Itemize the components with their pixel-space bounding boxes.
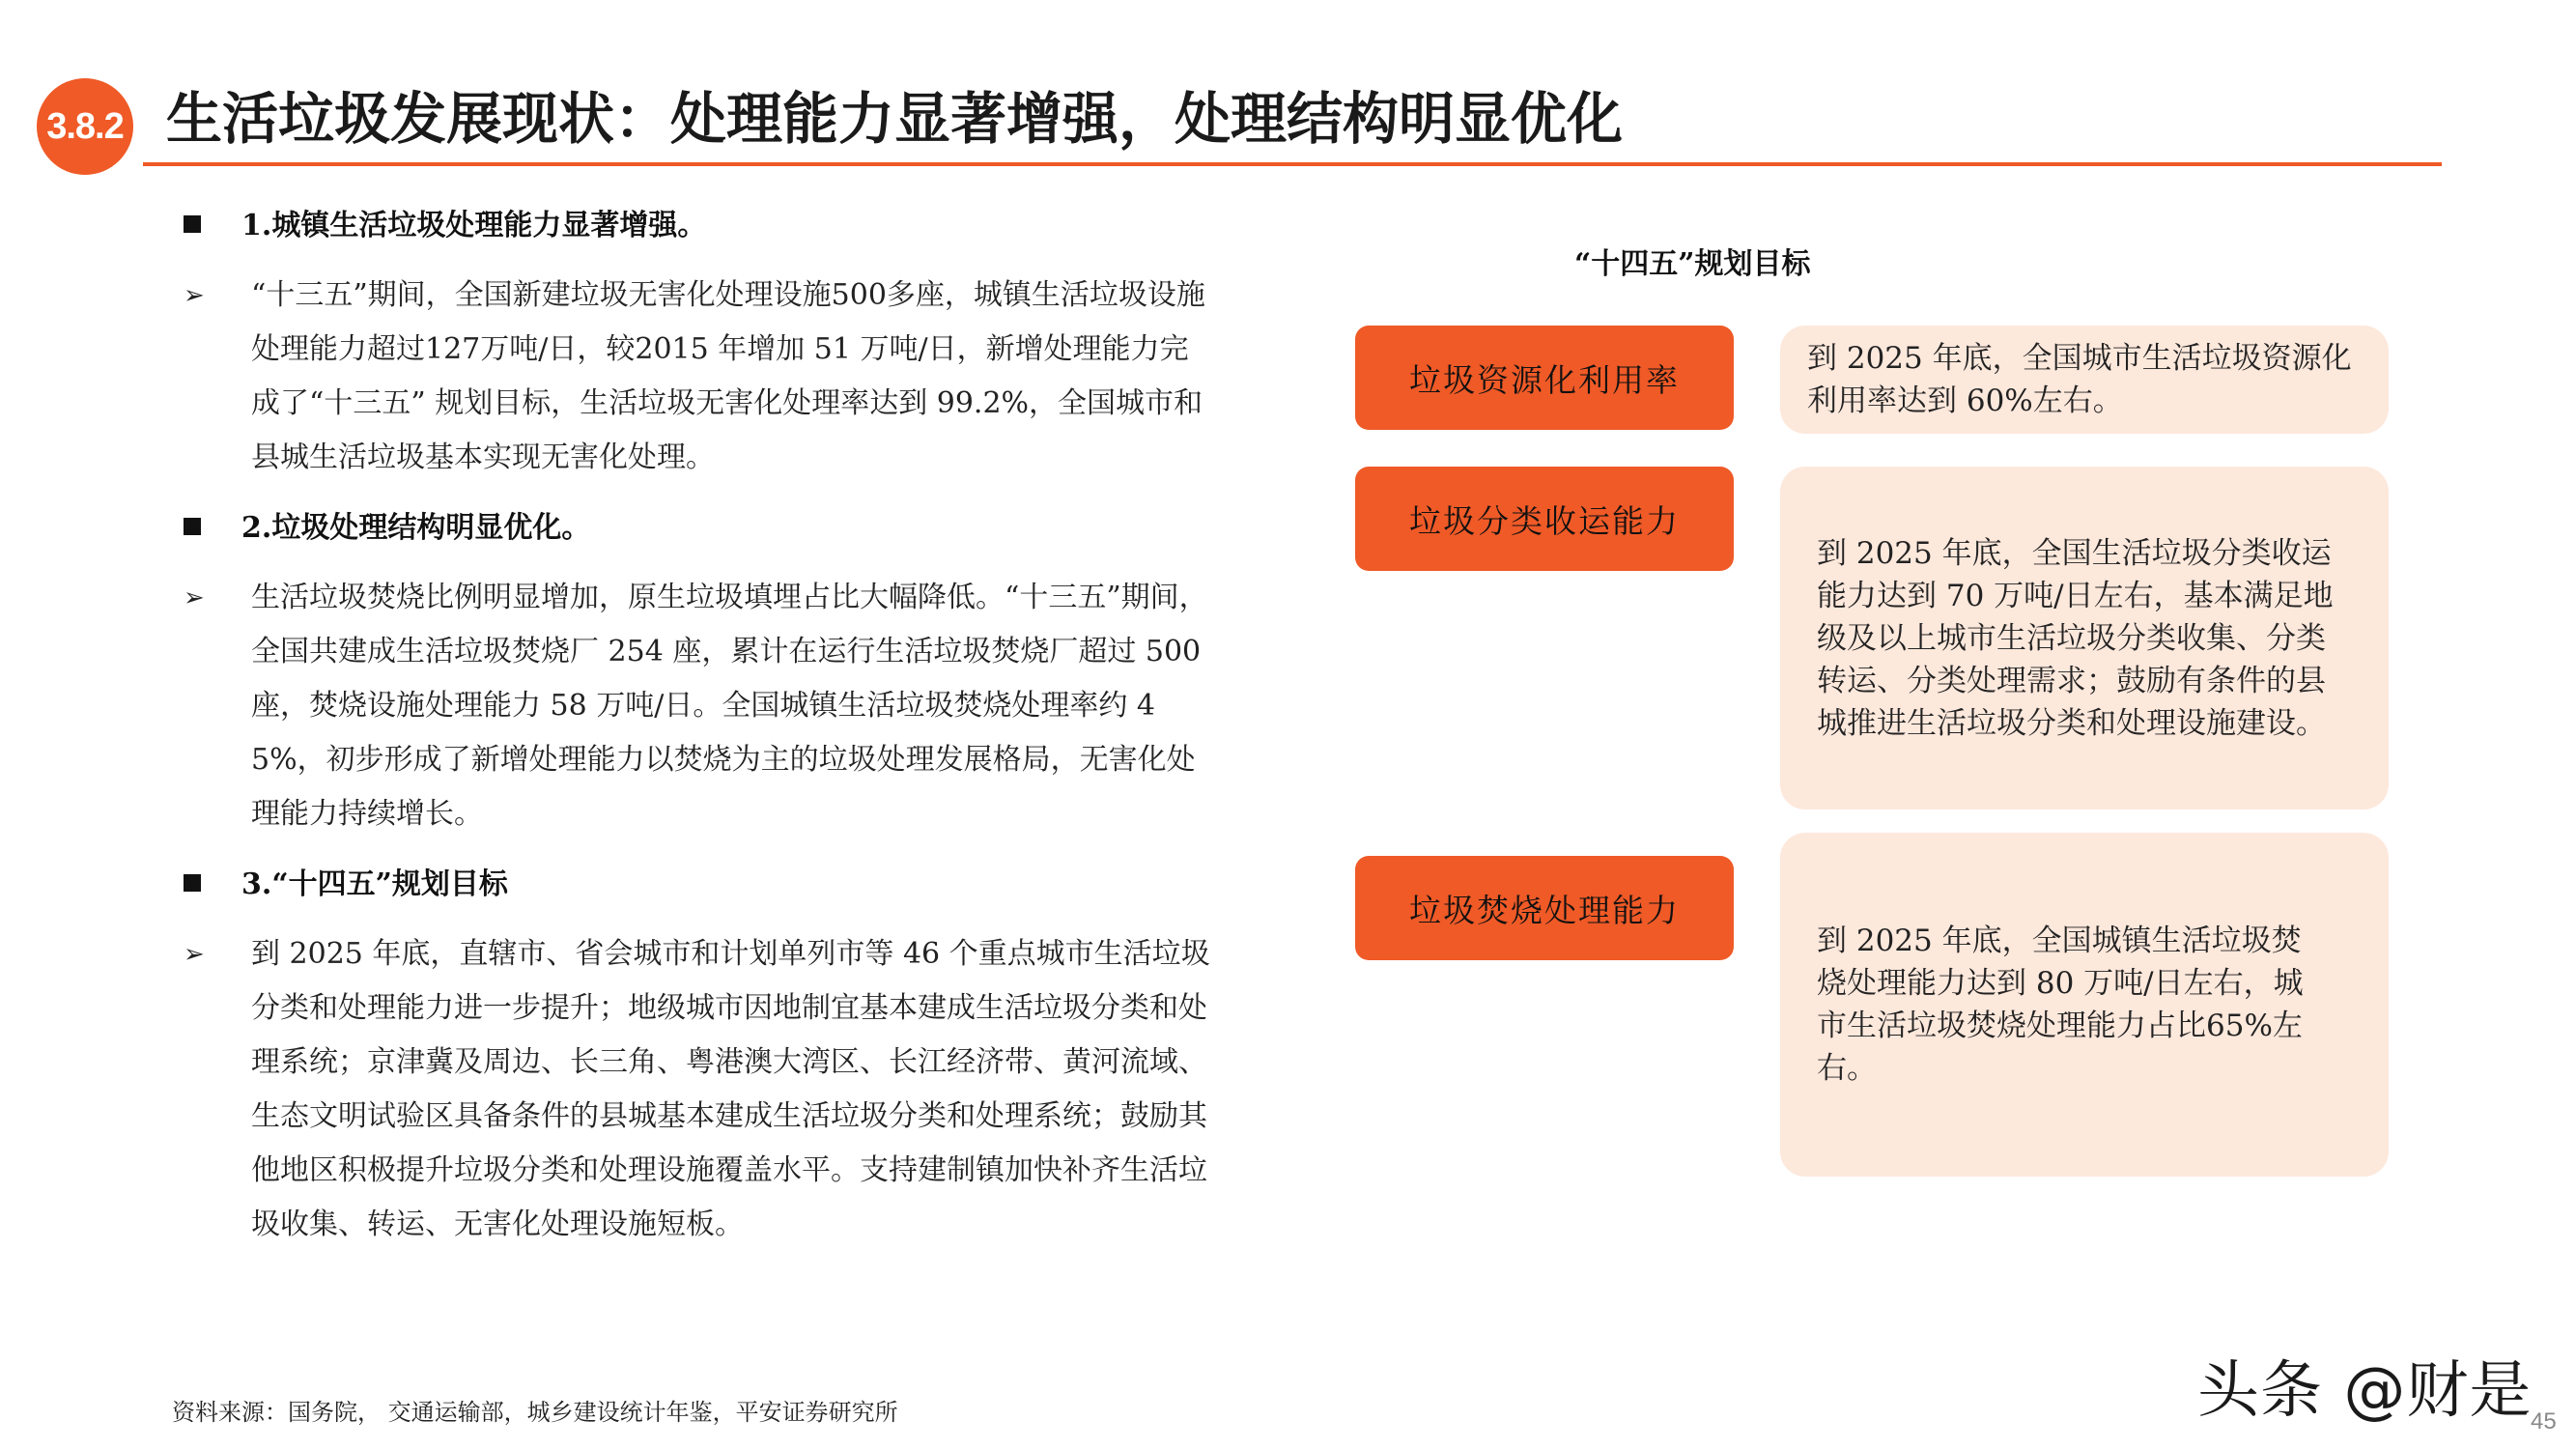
- section-heading-text: 3.“十四五”规划目标: [241, 867, 508, 901]
- section-heading-3: [184, 866, 508, 904]
- arrow-bullet-icon: ➢: [184, 940, 205, 969]
- section-paragraph-2: [184, 571, 1207, 841]
- section-paragraph-text: 到 2025 年底，直辖市、省会城市和计划单列市等 46 个重点城市生活垃圾分类和处理能力进一步提升；地级城市因地制宜基本建成生活垃圾分类和处理系统；京津冀及周边、长三角、粤港澳大湾区、长江经济带、黄河流域、生态文明试验区具备条件的县城基本建成生活垃圾分类和处理系统；鼓励其他地区积极提升垃圾分类和处理设施覆盖水平。支持建制镇加快补齐生活垃圾收集、转运、无害化处理设施短板。: [251, 937, 1210, 1241]
- goal-description-recycling-rate: [1780, 326, 2389, 434]
- goal-description-text: 到 2025 年底，全国城市生活垃圾资源化利用率达到 60%左右。: [1807, 341, 2352, 418]
- square-bullet-icon: [184, 518, 201, 535]
- page-title: 生活垃圾发展现状：处理能力显著增强，处理结构明显优化: [166, 86, 1624, 152]
- arrow-bullet-icon: ➢: [184, 281, 205, 310]
- section-heading-2: [184, 509, 590, 548]
- section-heading-text: 1.城镇生活垃圾处理能力显著增强。: [241, 209, 707, 242]
- square-bullet-icon: [184, 215, 201, 233]
- section-number-badge: 3.8.2: [37, 78, 133, 175]
- plan-goals-title: “十四五”规划目标: [1574, 247, 1811, 281]
- goal-label-incineration-capacity: 垃圾焚烧处理能力: [1355, 856, 1734, 960]
- section-paragraph-text: “十三五”期间，全国新建垃圾无害化处理设施500多座，城镇生活垃圾设施处理能力超过127万吨/日，较2015 年增加 51 万吨/日，新增处理能力完成了“十三五” 规划目标，生活垃圾无害化处理率达到 99.2%，全国城市和县城生活垃圾基本实现无害化处理。: [251, 278, 1205, 474]
- section-paragraph-text: 生活垃圾焚烧比例明显增加，原生垃圾填埋占比大幅降低。“十三五”期间，全国共建成生活垃圾焚烧厂 254 座，累计在运行生活垃圾焚烧厂超过 500 座，焚烧设施处理能力 58 万吨/日。全国城镇生活垃圾焚烧处理率约 45%，初步形成了新增处理能力以焚烧为主的垃圾处理发展格局，无害化处理能力持续增长。: [251, 581, 1208, 831]
- goal-description-text: 到 2025 年底，全国生活垃圾分类收运能力达到 70 万吨/日左右，基本满足地级及以上城市生活垃圾分类收集、分类转运、分类处理需求；鼓励有条件的县城推进生活垃圾分类和处理设施建设。: [1817, 535, 2334, 741]
- source-note: 资料来源：国务院， 交通运输部，城乡建设统计年鉴，平安证券研究所: [172, 1399, 898, 1426]
- watermark: 头条 @财是: [2197, 1355, 2533, 1427]
- arrow-bullet-icon: ➢: [184, 583, 205, 612]
- goal-description-text: 到 2025 年底，全国城镇生活垃圾焚烧处理能力达到 80 万吨/日左右，城市生活垃圾焚烧处理能力占比65%左右。: [1817, 923, 2304, 1086]
- goal-description-incineration-capacity: [1780, 833, 2389, 1177]
- section-paragraph-1: [184, 269, 1207, 485]
- section-paragraph-3: [184, 927, 1210, 1252]
- section-heading-text: 2.垃圾处理结构明显优化。: [241, 511, 591, 545]
- goal-label-collection-capacity: 垃圾分类收运能力: [1355, 467, 1734, 571]
- square-bullet-icon: [184, 874, 201, 892]
- page-number: 45: [2531, 1408, 2557, 1435]
- goal-description-collection-capacity: [1780, 467, 2389, 810]
- section-heading-1: [184, 207, 706, 245]
- title-divider: [143, 162, 2442, 166]
- goal-label-recycling-rate: 垃圾资源化利用率: [1355, 326, 1734, 430]
